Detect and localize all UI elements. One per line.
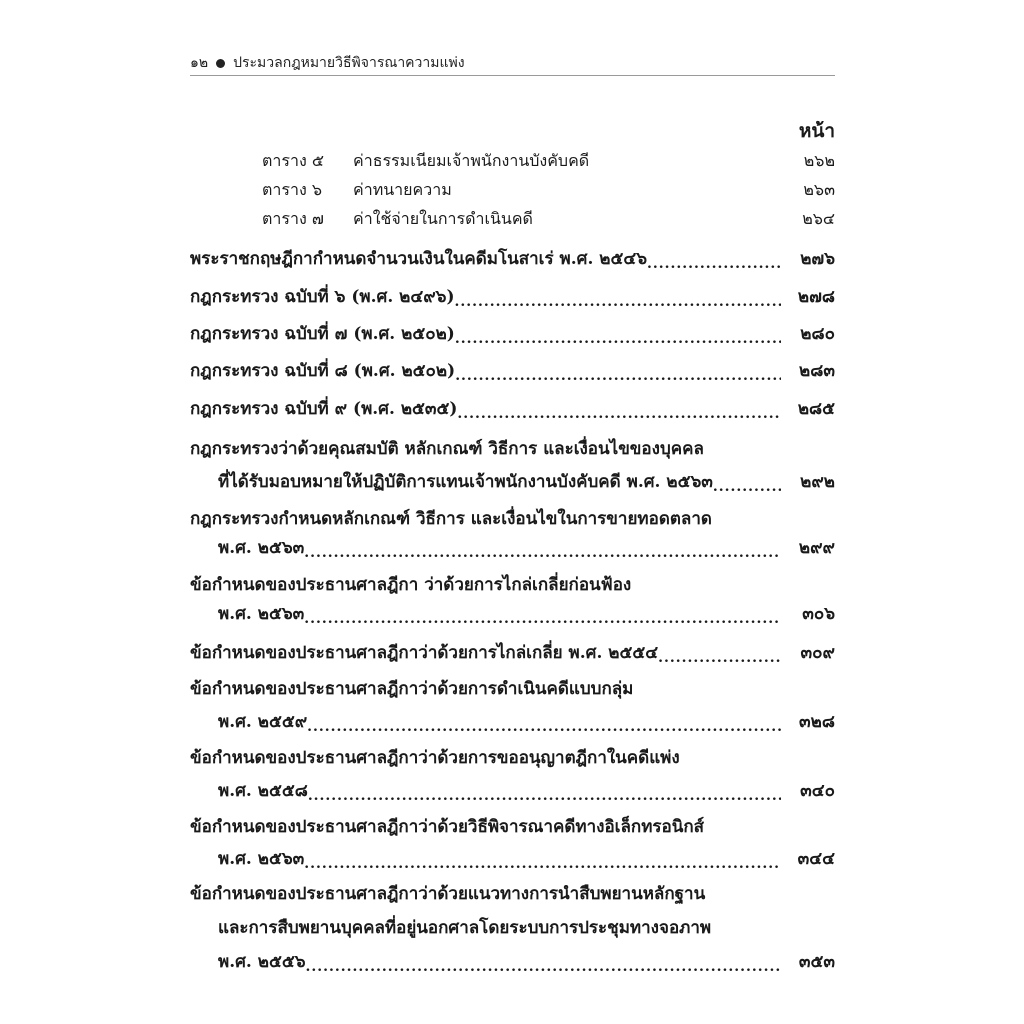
toc-entry-line[interactable] (218, 469, 835, 495)
entry-title: พ.ศ. ๒๕๖๓ (218, 604, 305, 624)
page-column-header: หน้า (798, 120, 835, 142)
dot-leader (647, 254, 781, 268)
entry-title: ข้อกำหนดของประธานศาลฎีกาว่าด้วยการดำเนินคดีแบบกลุ่ม (190, 679, 634, 699)
page-number: ๒๘๕ (797, 399, 835, 419)
entry-title: กฎกระทรวง ฉบับที่ ๗ (พ.ศ. ๒๕๐๒) (190, 324, 455, 344)
header-rule (190, 75, 835, 76)
page-number: ๒๖๓ (803, 180, 835, 199)
page-number: ๒๗๖ (800, 249, 835, 269)
bullet-icon (216, 59, 225, 68)
dot-leader (304, 609, 781, 623)
entry-title: และการสืบพยานบุคคลที่อยู่นอกศาลโดยระบบการประชุมทางจอภาพ (218, 918, 712, 938)
entry-title: ข้อกำหนดของประธานศาลฎีกาว่าด้วยการไกล่เกลี่ย พ.ศ. ๒๕๕๔ (190, 643, 659, 663)
entry-title: ข้อกำหนดของประธานศาลฎีกา ว่าด้วยการไกล่เกลี่ยก่อนฟ้อง (190, 575, 632, 595)
table-title: ค่าธรรมเนียมเจ้าพนักงานบังคับคดี (353, 151, 590, 170)
dot-leader (658, 648, 781, 662)
toc-entry-line[interactable] (218, 846, 835, 872)
page-number: ๓๕๓ (798, 952, 835, 972)
dot-leader (307, 717, 781, 731)
page-number: ๒๙๒ (800, 472, 835, 492)
toc-entry-line[interactable] (190, 745, 835, 771)
toc-entry-line[interactable] (190, 881, 835, 907)
entry-title: พระราชกฤษฎีกากำหนดจำนวนเงินในคดีมโนสาเร่ พ.ศ. ๒๕๔๖ (190, 249, 648, 269)
entry-title: ข้อกำหนดของประธานศาลฎีกาว่าด้วยแนวทางการนำสืบพยานหลักฐาน (190, 884, 706, 904)
table-title: ค่าใช้จ่ายในการดำเนินคดี (353, 209, 533, 228)
dot-leader (455, 292, 781, 306)
page-number: ๓๐๖ (802, 604, 835, 624)
table-label: ตาราง ๗ (262, 209, 324, 228)
page-number: ๓๔๔ (797, 849, 835, 869)
entry-title: กฎกระทรวงว่าด้วยคุณสมบัติ หลักเกณฑ์ วิธีการ และเงื่อนไขของบุคคล (190, 439, 704, 459)
table-label: ตาราง ๖ (262, 180, 323, 199)
toc-entry-line[interactable] (218, 709, 835, 735)
toc-entry-line[interactable] (190, 246, 835, 272)
entry-title: พ.ศ. ๒๕๖๓ (218, 849, 305, 869)
entry-title: กฎกระทรวง ฉบับที่ ๖ (พ.ศ. ๒๔๙๖) (190, 287, 455, 307)
page-number: ๓๔๐ (800, 781, 835, 801)
dot-leader (304, 854, 781, 868)
toc-table-row[interactable] (262, 177, 835, 203)
entry-title: ข้อกำหนดของประธานศาลฎีกาว่าด้วยการขออนุญาตฎีกาในคดีแพ่ง (190, 748, 680, 768)
table-title: ค่าทนายความ (353, 180, 452, 199)
toc-entry-line[interactable] (218, 601, 835, 627)
toc-entry-line[interactable] (190, 572, 835, 598)
page-number: ๒๖๔ (802, 209, 835, 228)
page-number: ๒๗๘ (797, 287, 835, 307)
entry-title: กฎกระทรวง ฉบับที่ ๙ (พ.ศ. ๒๕๓๕) (190, 399, 458, 419)
toc-entry-line[interactable] (190, 506, 835, 532)
entry-title: ที่ได้รับมอบหมายให้ปฏิบัติการแทนเจ้าพนักงานบังคับคดี พ.ศ. ๒๕๖๓ (218, 472, 713, 492)
page-number: ๒๙๙ (798, 538, 835, 558)
entry-title: กฎกระทรวงกำหนดหลักเกณฑ์ วิธีการ และเงื่อนไขในการขายทอดตลาด (190, 509, 712, 529)
toc-entry-line[interactable] (218, 915, 835, 941)
header-page-number: ๑๒ (190, 55, 209, 71)
page-number: ๒๖๒ (803, 151, 835, 170)
header-book-title: ประมวลกฎหมายวิธีพิจารณาความแพ่ง (233, 55, 465, 71)
toc-entry-line[interactable] (218, 535, 835, 561)
toc-entry-line[interactable] (190, 814, 835, 840)
dot-leader (305, 957, 781, 971)
page-number: ๓๒๘ (799, 712, 835, 732)
toc-entry-line[interactable] (218, 949, 835, 975)
toc-entry-line[interactable] (190, 396, 835, 422)
running-header (190, 52, 465, 74)
page-number: ๒๘๓ (799, 361, 835, 381)
toc-entry-line[interactable] (190, 436, 835, 462)
toc-table-row[interactable] (262, 148, 835, 174)
entry-title: พ.ศ. ๒๕๕๘ (218, 781, 308, 801)
toc-table-row[interactable] (262, 206, 835, 232)
dot-leader (304, 543, 781, 557)
table-label: ตาราง ๕ (262, 151, 324, 170)
dot-leader (713, 477, 781, 491)
dot-leader (455, 366, 781, 380)
page-number: ๓๐๙ (800, 643, 835, 663)
entry-title: พ.ศ. ๒๕๕๙ (218, 712, 308, 732)
toc-entry-line[interactable] (190, 321, 835, 347)
entry-title: กฎกระทรวง ฉบับที่ ๘ (พ.ศ. ๒๕๐๒) (190, 361, 456, 381)
toc-entry-line[interactable] (190, 358, 835, 384)
toc-entry-line[interactable] (190, 640, 835, 666)
toc-entry-line[interactable] (190, 284, 835, 310)
entry-title: พ.ศ. ๒๕๖๓ (218, 538, 305, 558)
dot-leader (308, 786, 781, 800)
entry-title: พ.ศ. ๒๕๕๖ (218, 952, 306, 972)
page-number: ๒๘๐ (800, 324, 835, 344)
toc-entry-line[interactable] (190, 676, 835, 702)
entry-title: ข้อกำหนดของประธานศาลฎีกาว่าด้วยวิธีพิจารณาคดีทางอิเล็กทรอนิกส์ (190, 817, 705, 837)
toc-entry-line[interactable] (218, 778, 835, 804)
dot-leader (455, 329, 781, 343)
dot-leader (457, 404, 781, 418)
